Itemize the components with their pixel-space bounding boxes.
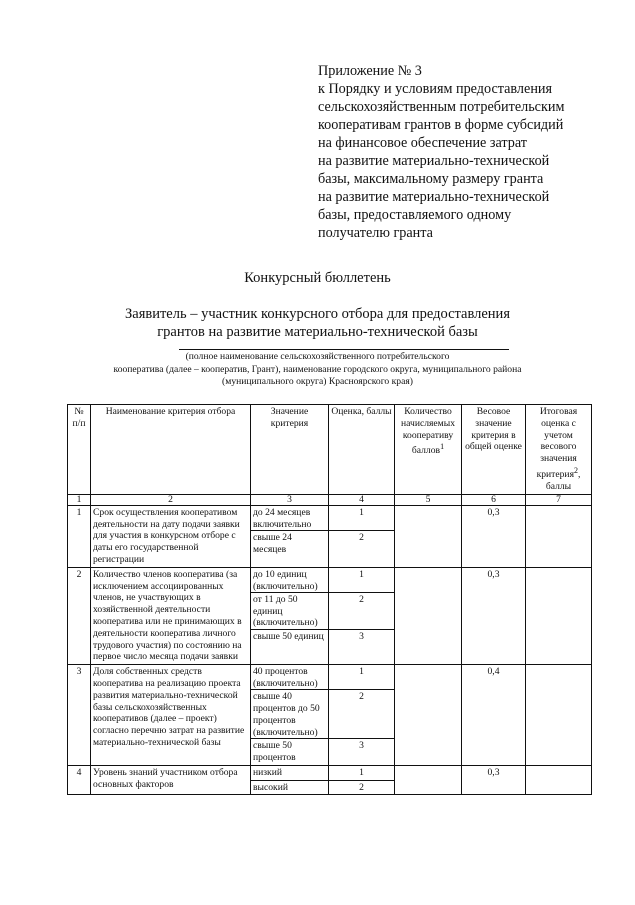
table-row xyxy=(68,765,592,795)
table-row xyxy=(68,665,592,766)
criterion-score: 3 xyxy=(359,630,364,642)
column-number: 7 xyxy=(526,494,592,505)
appendix-line: к Порядку и условиям предоставления xyxy=(318,81,553,97)
awarded-points-cell xyxy=(395,665,462,766)
criterion-scores xyxy=(329,505,395,567)
criterion-score: 2 xyxy=(329,690,394,739)
awarded-points-cell xyxy=(395,567,462,664)
criterion-score: 2 xyxy=(359,781,364,793)
total-score-cell xyxy=(526,505,592,567)
column-number: 6 xyxy=(462,494,526,505)
criterion-value: свыше 40 процентов до 50 процентов (включительно) xyxy=(251,690,328,739)
header-no: № п/п xyxy=(68,405,91,495)
appendix-line: получателю гранта xyxy=(318,225,433,241)
header-name: Наименование критерия отбора xyxy=(91,405,251,495)
table-row xyxy=(68,567,592,664)
table-row xyxy=(68,505,592,567)
weight-value: 0,3 xyxy=(462,567,526,664)
weight-value: 0,4 xyxy=(462,665,526,766)
criterion-value: высокий xyxy=(253,781,288,793)
appendix-line: базы, предоставляемого одному xyxy=(318,207,512,223)
awarded-points-cell xyxy=(395,505,462,567)
header-total: Итоговая оценка с учетом весового значения критерия$^2$, баллы xyxy=(526,405,592,495)
header-value: Значение критерия xyxy=(251,405,329,495)
header-score: Оценка, баллы xyxy=(329,405,395,495)
appendix-line: базы, максимальному размеру гранта xyxy=(318,171,544,187)
criterion-value: до 10 единиц (включительно) xyxy=(251,568,328,593)
criterion-scores xyxy=(329,665,395,766)
column-number: 3 xyxy=(251,494,329,505)
subtitle-line: Заявитель – участник конкурсного отбора для предоставления xyxy=(125,306,510,322)
appendix-line: кооперативам грантов в форме субсидий xyxy=(318,117,564,133)
header-row xyxy=(68,405,592,495)
criterion-value: свыше 50 единиц xyxy=(253,630,324,642)
criterion-score: 3 xyxy=(359,740,364,752)
criterion-score: 1 xyxy=(329,665,394,690)
column-number: 4 xyxy=(329,494,395,505)
row-number: 2 xyxy=(68,567,91,664)
row-number: 3 xyxy=(68,665,91,766)
criterion-score: 2 xyxy=(359,531,364,543)
criterion-value: от 11 до 50 единиц (включительно) xyxy=(251,593,328,630)
total-score-cell xyxy=(526,665,592,766)
criterion-value: низкий xyxy=(251,766,328,781)
appendix-line: на развитие материально-технической xyxy=(318,189,550,205)
caption-line: кооператива (далее – кооператив, Грант), наименование городского округа, муниципального района xyxy=(113,363,522,375)
criterion-score: 1 xyxy=(329,568,394,593)
appendix-block xyxy=(318,62,618,242)
appendix-line: на финансовое обеспечение затрат xyxy=(318,135,528,151)
header-weight: Весовое значение критерия в общей оценке xyxy=(462,405,526,495)
document-subtitle xyxy=(0,305,635,341)
criterion-scores xyxy=(329,765,395,795)
total-score-cell xyxy=(526,567,592,664)
subtitle-line: грантов на развитие материально-технической базы xyxy=(157,324,478,340)
criterion-name: Уровень знаний участником отбора основных факторов xyxy=(91,765,251,795)
column-number: 1 xyxy=(68,494,91,505)
criterion-score: 1 xyxy=(329,766,394,781)
criterion-values xyxy=(251,505,329,567)
document-title: Конкурсный бюллетень xyxy=(244,270,391,286)
criterion-value: свыше 50 процентов xyxy=(253,740,296,763)
appendix-line: на развитие материально-технической xyxy=(318,153,550,169)
appendix-line: Приложение № 3 xyxy=(318,63,422,79)
criterion-name: Количество членов кооператива (за исключением ассоциированных членов, не участвующих в хозяйственной деятельности кооператива или не принимающих в деятельности кооператива личного трудового участия) по состоянию на первое число месяца подачи заявки xyxy=(91,567,251,664)
criterion-value: до 24 месяцев включительно xyxy=(251,506,328,531)
column-number: 2 xyxy=(91,494,251,505)
caption-line: (полное наименование сельскохозяйственного потребительского xyxy=(185,351,450,362)
applicant-name-line xyxy=(179,349,509,350)
criterion-scores xyxy=(329,567,395,664)
weight-value: 0,3 xyxy=(462,765,526,795)
criterion-value: 40 процентов (включительно) xyxy=(251,665,328,690)
criterion-name: Срок осуществления кооперативом деятельности на дату подачи заявки для участия в конкурсном отборе с даты его государственной регистрации xyxy=(91,505,251,567)
row-number: 1 xyxy=(68,505,91,567)
caption-line: (муниципального округа) Красноярского края) xyxy=(222,376,413,387)
criterion-score: 1 xyxy=(329,506,394,531)
criteria-table xyxy=(67,404,592,795)
total-score-cell xyxy=(526,765,592,795)
criterion-value: свыше 24 месяцев xyxy=(253,531,292,555)
criterion-values xyxy=(251,567,329,664)
criterion-values xyxy=(251,765,329,795)
column-number: 5 xyxy=(395,494,462,505)
criterion-values xyxy=(251,665,329,766)
appendix-line: сельскохозяйственным потребительским xyxy=(318,99,565,115)
row-number: 4 xyxy=(68,765,91,795)
criterion-name: Доля собственных средств кооператива на реализацию проекта развития материально-технической базы сельскохозяйственных кооперативов (далее – проект) согласно перечню затрат на развитие материально-технической базы xyxy=(91,665,251,766)
awarded-points-cell xyxy=(395,765,462,795)
criterion-score: 2 xyxy=(329,593,394,630)
column-number-row xyxy=(68,494,592,505)
applicant-caption xyxy=(60,351,575,389)
header-count: Количество начисляемых кооперативу баллов$^1$ xyxy=(395,405,462,495)
weight-value: 0,3 xyxy=(462,505,526,567)
